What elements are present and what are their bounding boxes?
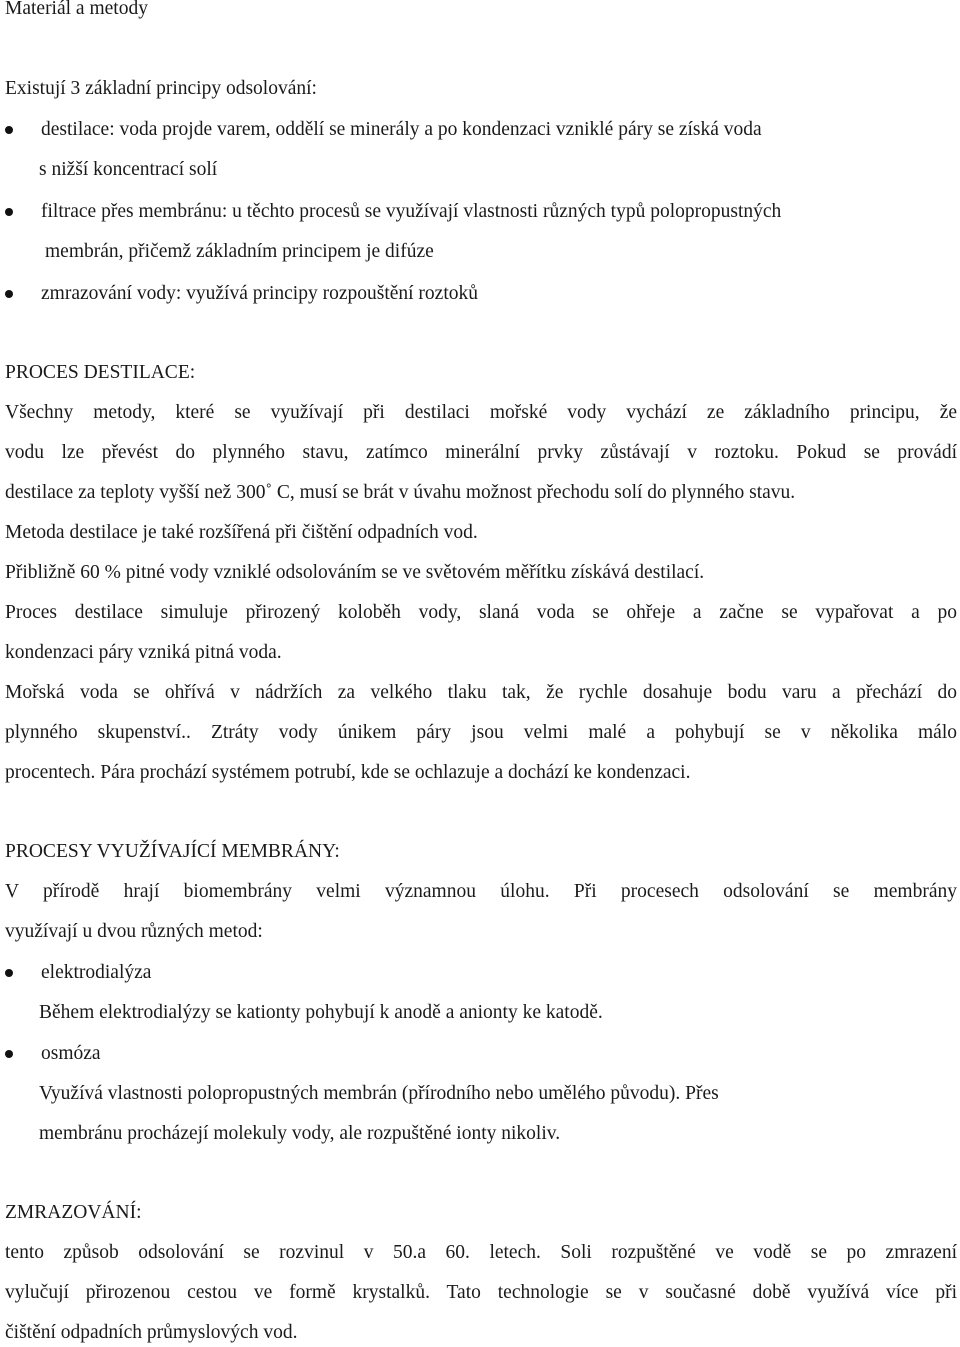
list-item-text: filtrace přes membránu: u těchto procesů se využívají vlastnosti různých typů polopropustných — [41, 201, 782, 222]
bullet-icon — [5, 126, 13, 134]
paragraph-line: Metoda destilace je také rozšířená při čištění odpadních vod. — [5, 522, 478, 543]
paragraph-line: čištění odpadních průmyslových vod. — [5, 1322, 298, 1343]
paragraph-line: procentech. Pára prochází systémem potrubí, kde se ochlazuje a dochází ke kondenzaci. — [5, 762, 691, 783]
paragraph-line: tento způsob odsolování se rozvinul v 50.a 60. letech. Soli rozpuštěné ve vodě se po zmrazení — [5, 1242, 957, 1263]
paragraph-line: využívají u dvou různých metod: — [5, 921, 263, 942]
list-item-text: zmrazování vody: využívá principy rozpouštění roztoků — [41, 283, 478, 304]
bullet-icon — [5, 969, 13, 977]
list-item-text: s nižší koncentrací solí — [39, 159, 218, 180]
method-name: elektrodialýza — [41, 962, 152, 983]
bullet-icon — [5, 1050, 13, 1058]
paragraph-line: plynného skupenství.. Ztráty vody únikem páry jsou velmi malé a pohybují se v několika málo — [5, 722, 957, 743]
paragraph-line: vodu lze převést do plynného stavu, zatímco minerální prvky zůstávají v roztoku. Pokud se provádí — [5, 442, 957, 463]
bullet-icon — [5, 208, 13, 216]
paragraph-line: Všechny metody, které se využívají při destilaci mořské vody vychází ze základního principu, že — [5, 402, 957, 423]
intro-text: Existují 3 základní principy odsolování: — [5, 78, 317, 99]
paragraph-line: Proces destilace simuluje přirozený koloběh vody, slaná voda se ohřeje a začne se vypařovat a po — [5, 602, 957, 623]
paragraph-line: Přibližně 60 % pitné vody vzniklé odsolováním se ve světovém měřítku získává destilací. — [5, 562, 705, 583]
paragraph-line: kondenzaci páry vzniká pitná voda. — [5, 642, 282, 663]
paragraph-line: vylučují přirozenou cestou ve formě krystalků. Tato technologie se v současné době využívá více při — [5, 1282, 957, 1303]
bullet-icon — [5, 290, 13, 298]
section-heading: ZMRAZOVÁNÍ: — [5, 1202, 142, 1223]
method-description: membránu procházejí molekuly vody, ale rozpuštěné ionty nikoliv. — [39, 1123, 561, 1144]
method-name: osmóza — [41, 1043, 101, 1064]
list-item-text: membrán, přičemž základním principem je difúze — [45, 241, 434, 262]
list-item-text: destilace: voda projde varem, oddělí se minerály a po kondenzaci vzniklé páry se získá voda — [41, 119, 762, 140]
method-description: Během elektrodialýzy se kationty pohybují k anodě a anionty ke katodě. — [39, 1002, 603, 1023]
paragraph-line: V přírodě hrají biomembrány velmi významnou úlohu. Při procesech odsolování se membrány — [5, 881, 957, 902]
section-heading: PROCESY VYUŽÍVAJÍCÍ MEMBRÁNY: — [5, 841, 340, 862]
method-description: Využívá vlastnosti polopropustných membrán (přírodního nebo umělého původu). Přes — [39, 1083, 719, 1104]
paragraph-line: destilace za teploty vyšší než 300˚ C, musí se brát v úvahu možnost přechodu solí do plynného stavu. — [5, 482, 796, 503]
page-title: Materiál a metody — [5, 0, 148, 19]
section-heading: PROCES DESTILACE: — [5, 362, 196, 383]
paragraph-line: Mořská voda se ohřívá v nádržích za velkého tlaku tak, že rychle dosahuje bodu varu a přechází do — [5, 682, 957, 703]
